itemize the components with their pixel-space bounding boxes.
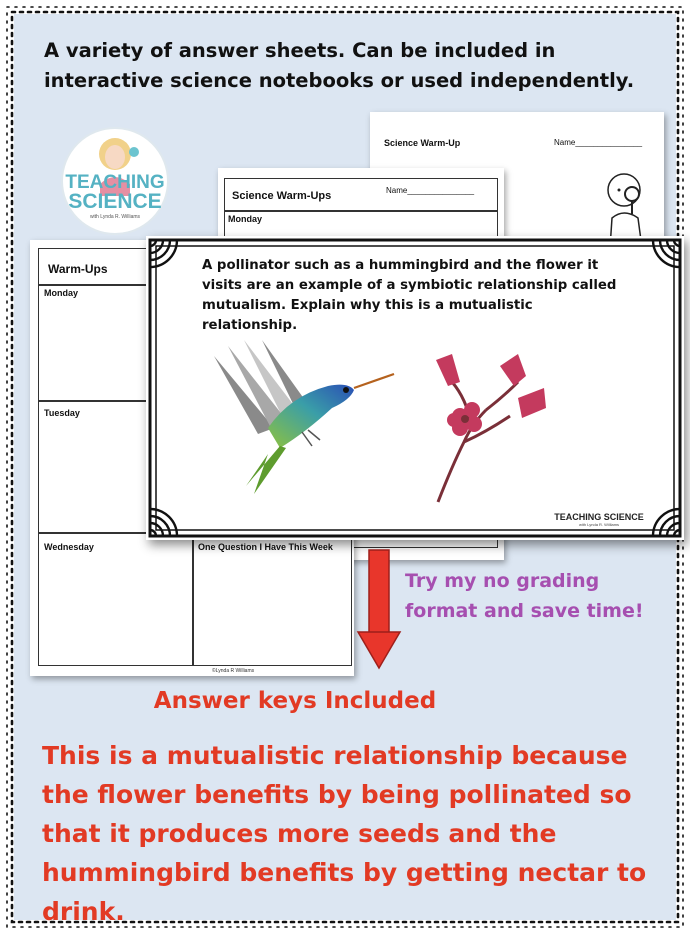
logo-line1: TEACHING: [65, 172, 165, 193]
down-arrow-icon: [356, 548, 402, 672]
answer-keys-title: Answer keys Included: [153, 688, 437, 714]
sheet-b-title: Science Warm-Ups: [232, 190, 332, 202]
sheet-b-divider: [224, 210, 498, 212]
sheet-c-title: Science Warm-Up: [384, 138, 461, 148]
sheet-b-day: Monday: [228, 214, 263, 224]
sheet-a-copyright: ©Lynda R Williams: [212, 668, 255, 674]
sheet-a-day-tuesday: Tuesday: [44, 408, 80, 418]
card-brand-title: TEACHING SCIENCE: [554, 512, 644, 522]
sheet-b-name-line: Name_______________: [386, 186, 475, 195]
answer-key-text: This is a mutualistic relationship because the flower benefits by being pollinated so that it produces more seeds and the hummingbird benefits by getting nectar to drink.: [42, 741, 647, 926]
sheet-c-name-line: Name_______________: [554, 138, 643, 147]
card-brand: [552, 512, 646, 527]
sheet-a-title: Warm-Ups: [48, 262, 108, 276]
logo-line2: SCIENCE: [68, 190, 162, 213]
sheet-a-day-monday: Monday: [44, 288, 79, 298]
logo-tagline: with Lynda R. Williams: [89, 214, 141, 220]
sheet-a-question-label: One Question I Have This Week: [198, 542, 333, 552]
teaching-science-logo: [60, 126, 170, 236]
pink-flower-illustration: [426, 346, 556, 506]
question-card: [146, 236, 684, 540]
hummingbird-illustration: [210, 336, 400, 496]
promo-text: Try my no grading format and save time!: [405, 570, 644, 622]
card-brand-subtitle: with Lynda R. Williams: [578, 522, 620, 527]
headline: A variety of answer sheets. Can be included in interactive science notebooks or used independently.: [44, 39, 635, 92]
sheet-a-day-wednesday: Wednesday: [44, 542, 94, 552]
card-question-text: A pollinator such as a hummingbird and the flower it visits are an example of a symbiotic relationship called mutualism. Explain why this is a mutualistic relationship.: [202, 258, 617, 333]
sheet-a-col-line: [192, 532, 194, 666]
